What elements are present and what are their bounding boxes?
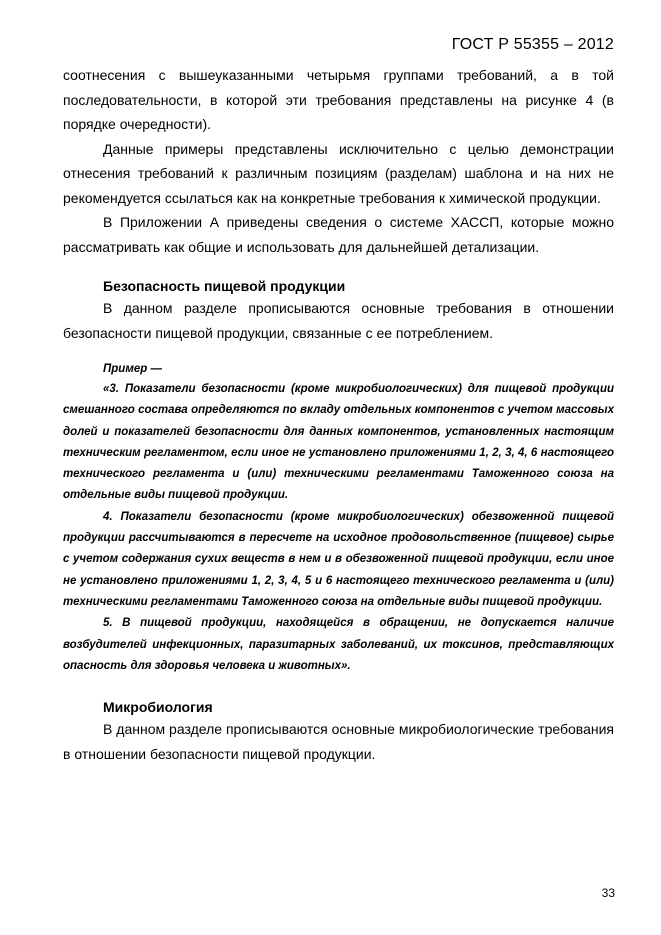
document-code: ГОСТ Р 55355 – 2012: [451, 36, 614, 53]
paragraph-haccp-appendix: В Приложении А приведены сведения о системе ХАССП, которые можно рассматривать как общие и использовать для дальнейшей детализации.: [63, 214, 614, 255]
example-item-4: 4. Показатели безопасности (кроме микробиологических) обезвоженной пищевой продукции рассчитываются в пересчете на исходное продовольственное (пищевое) сырье с учетом содержания сухих веществ в нем и в обезвоженной пищевой продукции, если иное не установлено приложениями 1, 2, 3, 4, 5 и 6 настоящего технического регламента и (или) техническими регламентами Таможенного союза на отдельные виды пищевой продукции.: [63, 510, 614, 608]
section-text-microbiology: В данном разделе прописываются основные микробиологические требования в отношении безопасности пищевой продукции.: [63, 721, 614, 762]
section-text-food-safety: В данном разделе прописываются основные требования в отношении безопасности пищевой продукции, связанные с ее потреблением.: [63, 300, 614, 341]
paragraph-examples-note: Данные примеры представлены исключительно с целью демонстрации отнесения требований к различным позициям (разделам) шаблона и на них не рекомендуется ссылаться как на конкретные требования к химической продукции.: [63, 140, 614, 206]
example-item-5: 5. В пищевой продукции, находящейся в обращении, не допускается наличие возбудителей инфекционных, паразитарных заболеваний, их токсинов, представляющих опасность для здоровья человека и животных».: [63, 617, 614, 672]
page-body: [63, 63, 614, 766]
example-label: Пример —: [103, 363, 162, 375]
page-number: 33: [601, 886, 615, 900]
paragraph-continuation: соотнесения с вышеуказанными четырьмя группами требований, а в той последовательности, в которой эти требования представлены на рисунке 4 (в порядке очередности).: [63, 67, 614, 132]
section-heading-food-safety: Безопасность пищевой продукции: [103, 278, 346, 294]
example-item-3: «3. Показатели безопасности (кроме микробиологических) для пищевой продукции смешанного состава определяются по вкладу отдельных компонентов с учетом массовых долей и показателей безопасности для данных компонентов, установленных настоящим техническим регламентом, если иное не установлено приложениями 1, 2, 3, 4, 6 настоящего технического регламента и (или) техническими регламентами Таможенного союза на отдельные виды пищевой продукции.: [63, 383, 614, 502]
section-heading-microbiology: Микробиология: [103, 699, 213, 716]
